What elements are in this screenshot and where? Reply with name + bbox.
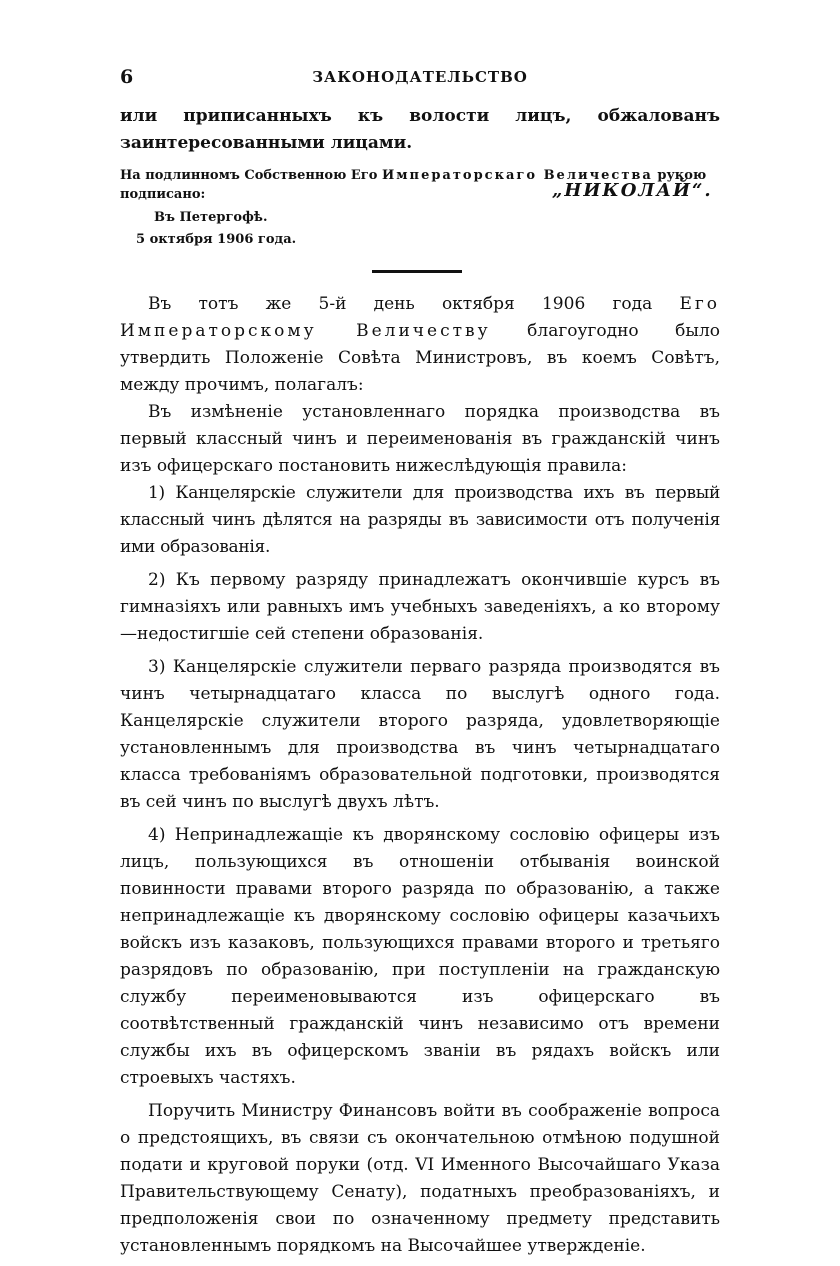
signature-row <box>120 180 720 204</box>
signature-line-a: На подлинномъ Собственною Его <box>120 168 378 183</box>
page-header <box>0 66 840 90</box>
final-paragraph: Поручить Министру Финансовъ войти въ соображеніе вопроса о предстоящихъ, въ связи съ окончательною отмѣною подушной подати и круговой поруки (отд. VI Именного Высочайшаго Указа Правительствующему Сенату), податныхъ преобразованіяхъ, и предположенія свои по означенному предмету представить установленнымъ порядкомъ на Высочайшее утвержденіе. <box>120 1101 720 1256</box>
signature-place: Въ Петергофѣ. <box>154 210 268 225</box>
section-divider <box>372 270 462 273</box>
continuation-paragraph <box>120 103 720 157</box>
page-number: 6 <box>120 66 134 88</box>
intro-c: благоугодно было утвердить Положеніе Совѣта Министровъ, въ коемъ Совѣтъ, между прочимъ, полагалъ: <box>120 321 720 395</box>
rules-intro-paragraph: Въ измѣненіе установленнаго порядка производства въ первый классный чинъ и переименованія въ гражданскій чинъ изъ офицерскаго постановить нижеслѣдующія правила: <box>120 402 720 476</box>
intro-a: Въ тотъ же 5-й день октября 1906 года <box>148 294 653 314</box>
intro-paragraph <box>120 291 720 399</box>
continuation-text: или приписанныхъ къ волости лицъ, обжалованъ заинтересованными лицами. <box>120 106 720 153</box>
signed-label: подписано: <box>120 187 206 202</box>
rule-item-1: 1) Канцелярскіе служители для производства ихъ въ первый классный чинъ дѣлятся на разряды въ зависимости отъ полученія ими образованія. <box>120 483 720 557</box>
signature-line-c: рукою <box>657 168 707 183</box>
main-text <box>120 291 720 1266</box>
rule-item-4: 4) Непринадлежащіе къ дворянскому сословію офицеры изъ лицъ, пользующихся въ отношеніи отбыванія воинской повинности правами второго разряда по образованію, а также непринадлежащіе къ дворянскому сословію офицеры казачьихъ войскъ изъ казаковъ, пользующихся правами второго и третьяго разрядовъ по образованію, при поступленіи на гражданскую службу переименовываются изъ офицерскаго въ соотвѣтственный гражданскій чинъ независимо отъ времени службы ихъ въ офицерскомъ званіи въ рядахъ войскъ или строевыхъ частяхъ. <box>120 825 720 1088</box>
rule-item-3: 3) Канцелярскіе служители перваго разряда производятся въ чинъ четырнадцатаго класса по выслугѣ одного года. Канцелярскіе служители второго разряда, удовлетворяющіе установленнымъ для производства въ чинъ четырнадцатаго класса требованіямъ образовательной подготовки, производятся въ сей чинъ по выслугѣ двухъ лѣтъ. <box>120 657 720 812</box>
signature-line-b: Императорскаго Величества <box>381 168 653 183</box>
running-title: ЗАКОНОДАТЕЛЬСТВО <box>312 68 528 86</box>
signer-name: „НИКОЛАЙ“. <box>552 180 713 201</box>
signature-date: 5 октября 1906 года. <box>136 232 297 247</box>
signature-note <box>120 166 720 204</box>
rule-item-2: 2) Къ первому разряду принадлежатъ окончившіе курсъ въ гимназіяхъ или равныхъ имъ учебныхъ заведеніяхъ, а ко второму—недостигшіе сей степени образованія. <box>120 570 720 644</box>
intro-b: Его Императорскому Величеству <box>120 294 720 341</box>
